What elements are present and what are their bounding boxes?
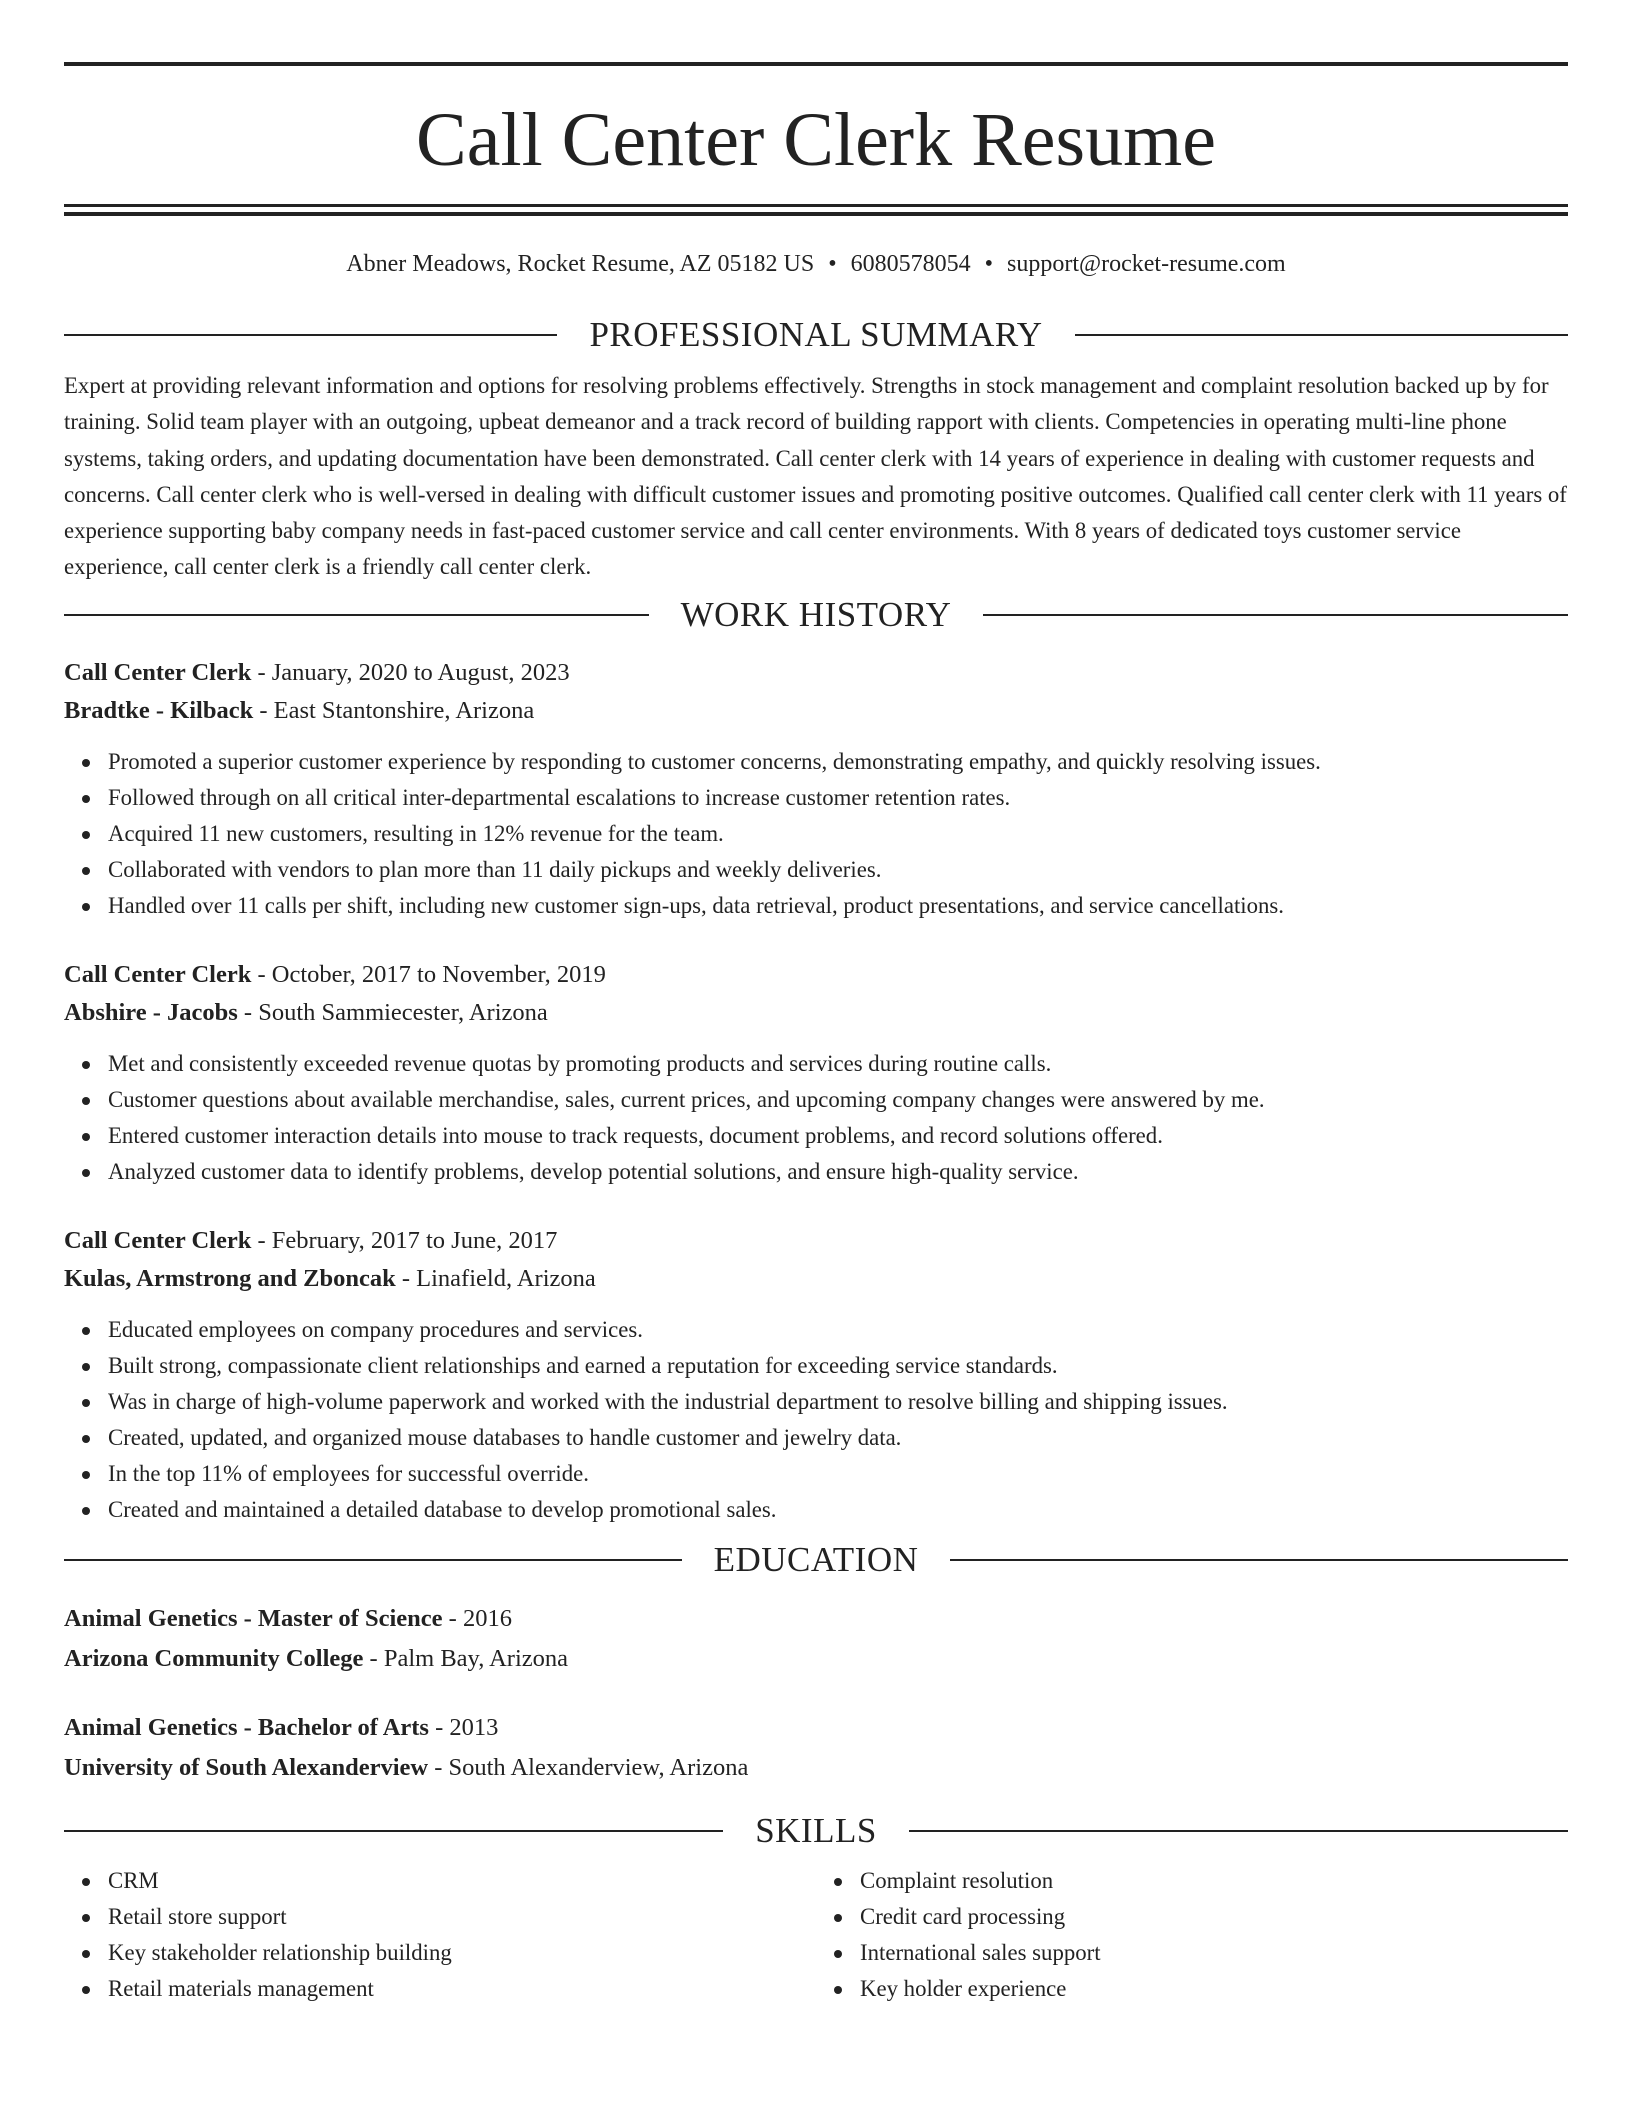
resume-page bbox=[64, 0, 1568, 2007]
education-school: Arizona Community College bbox=[64, 1644, 364, 1672]
job-entry bbox=[64, 654, 1568, 924]
education-year: - 2016 bbox=[442, 1604, 512, 1632]
section-rule-left bbox=[64, 1830, 723, 1832]
skills-column-right bbox=[816, 1863, 1568, 2007]
job-title: Call Center Clerk bbox=[64, 960, 252, 988]
title-bottom-rule bbox=[64, 204, 1568, 216]
job-dates: - January, 2020 to August, 2023 bbox=[251, 658, 570, 686]
education-location: - Palm Bay, Arizona bbox=[363, 1644, 568, 1672]
skill-item: Key stakeholder relationship building bbox=[108, 1935, 816, 1971]
summary-paragraph: Expert at providing relevant information and options for resolving problems effectively. Strengths in stock management and complaint resolution backed up by for training. Solid team player with an outgoing, upbeat demeanor and a track record of building rapport with clients. Competencies in operating multi-line phone systems, taking orders, and updating documentation have been demonstrated. Call center clerk with 14 years of experience in dealing with customer requests and concerns. Call center clerk who is well-versed in dealing with difficult customer issues and promoting positive outcomes. Qualified call center clerk with 11 years of experience supporting baby company needs in fast-paced customer service and call center environments. With 8 years of dedicated toys customer service experience, call center clerk is a friendly call center clerk. bbox=[64, 373, 1567, 580]
job-bullet: Followed through on all critical inter-departmental escalations to increase customer retention rates. bbox=[108, 780, 1568, 816]
section-rule-right bbox=[983, 614, 1568, 616]
section-rule-left bbox=[64, 614, 649, 616]
job-dates: - February, 2017 to June, 2017 bbox=[251, 1226, 558, 1254]
job-bullet: Created and maintained a detailed database to develop promotional sales. bbox=[108, 1492, 1568, 1528]
job-company-line bbox=[64, 1260, 1568, 1299]
skill-item: Key holder experience bbox=[860, 1971, 1568, 2007]
job-bullet: In the top 11% of employees for successful override. bbox=[108, 1456, 1568, 1492]
job-bullet: Entered customer interaction details into mouse to track requests, document problems, and record solutions offered. bbox=[108, 1118, 1568, 1154]
job-bullet: Handled over 11 calls per shift, including new customer sign-ups, data retrieval, product presentations, and service cancellations. bbox=[108, 888, 1568, 924]
job-company-line bbox=[64, 692, 1568, 731]
job-title: Call Center Clerk bbox=[64, 658, 252, 686]
title-top-rule bbox=[64, 62, 1568, 66]
section-rule-right bbox=[950, 1559, 1568, 1561]
section-header-work bbox=[64, 595, 1568, 635]
job-bullet: Was in charge of high-volume paperwork and worked with the industrial department to resolve billing and shipping issues. bbox=[108, 1384, 1568, 1420]
section-title-skills: SKILLS bbox=[755, 1810, 877, 1850]
education-school-line bbox=[64, 1639, 1568, 1679]
skills-grid bbox=[64, 1863, 1568, 2007]
contact-separator: • bbox=[828, 251, 837, 277]
contact-phone[interactable]: 6080578054 bbox=[850, 251, 971, 277]
job-bullet: Analyzed customer data to identify problems, develop potential solutions, and ensure high-quality service. bbox=[108, 1154, 1568, 1190]
education-degree: Animal Genetics - Master of Science bbox=[64, 1604, 443, 1632]
job-location: - East Stantonshire, Arizona bbox=[253, 697, 535, 725]
job-company: Abshire - Jacobs bbox=[64, 999, 238, 1027]
job-bullets bbox=[64, 744, 1568, 924]
job-bullet: Customer questions about available merchandise, sales, current prices, and upcoming company changes were answered by me. bbox=[108, 1082, 1568, 1118]
job-title-line bbox=[64, 1222, 1568, 1261]
job-bullets bbox=[64, 1312, 1568, 1528]
job-entry bbox=[64, 1222, 1568, 1528]
skills-column-left bbox=[64, 1863, 816, 2007]
skill-item: Retail store support bbox=[108, 1899, 816, 1935]
skill-item: Retail materials management bbox=[108, 1971, 816, 2007]
section-rule-right bbox=[909, 1830, 1568, 1832]
section-title-education: EDUCATION bbox=[713, 1539, 919, 1579]
education-entry bbox=[64, 1708, 1568, 1788]
section-title-work: WORK HISTORY bbox=[680, 594, 952, 634]
job-bullet: Promoted a superior customer experience by responding to customer concerns, demonstrating empathy, and quickly resolving issues. bbox=[108, 744, 1568, 780]
section-rule-right bbox=[1075, 334, 1568, 336]
job-bullet: Met and consistently exceeded revenue quotas by promoting products and services during routine calls. bbox=[108, 1046, 1568, 1082]
job-title: Call Center Clerk bbox=[64, 1226, 252, 1254]
job-company-line bbox=[64, 994, 1568, 1033]
education-year: - 2013 bbox=[428, 1713, 499, 1741]
section-rule-left bbox=[64, 334, 557, 336]
job-bullet: Acquired 11 new customers, resulting in 12% revenue for the team. bbox=[108, 816, 1568, 852]
education-degree-line bbox=[64, 1599, 1568, 1639]
skill-item: Complaint resolution bbox=[860, 1863, 1568, 1899]
section-header-skills bbox=[64, 1811, 1568, 1851]
section-title-summary: PROFESSIONAL SUMMARY bbox=[589, 315, 1043, 354]
section-header-education bbox=[64, 1540, 1568, 1580]
job-entry bbox=[64, 956, 1568, 1190]
job-company: Bradtke - Kilback bbox=[64, 697, 254, 725]
job-bullets bbox=[64, 1046, 1568, 1190]
education-location: - South Alexanderview, Arizona bbox=[428, 1753, 749, 1781]
page-title: Call Center Clerk Resume bbox=[416, 98, 1216, 182]
section-rule-left bbox=[64, 1559, 682, 1561]
job-location: - Linafield, Arizona bbox=[395, 1265, 596, 1293]
contact-line bbox=[64, 249, 1568, 279]
job-dates: - October, 2017 to November, 2019 bbox=[251, 960, 606, 988]
education-school: University of South Alexanderview bbox=[64, 1753, 429, 1781]
education-school-line bbox=[64, 1748, 1568, 1788]
skill-item: Credit card processing bbox=[860, 1899, 1568, 1935]
education-degree-line bbox=[64, 1708, 1568, 1748]
job-location: - South Sammiecester, Arizona bbox=[237, 999, 548, 1027]
job-company: Kulas, Armstrong and Zboncak bbox=[64, 1265, 396, 1293]
contact-separator: • bbox=[984, 251, 994, 277]
job-title-line bbox=[64, 956, 1568, 995]
contact-address: Abner Meadows, Rocket Resume, AZ 05182 US bbox=[346, 251, 815, 277]
skill-item: CRM bbox=[108, 1863, 816, 1899]
contact-email[interactable]: support@rocket-resume.com bbox=[1007, 251, 1286, 277]
skill-item: International sales support bbox=[860, 1935, 1568, 1971]
section-header-summary bbox=[64, 315, 1568, 355]
job-bullet: Collaborated with vendors to plan more than 11 daily pickups and weekly deliveries. bbox=[108, 852, 1568, 888]
job-bullet: Built strong, compassionate client relationships and earned a reputation for exceeding service standards. bbox=[108, 1348, 1568, 1384]
job-bullet: Created, updated, and organized mouse databases to handle customer and jewelry data. bbox=[108, 1420, 1568, 1456]
job-bullet: Educated employees on company procedures and services. bbox=[108, 1312, 1568, 1348]
education-degree: Animal Genetics - Bachelor of Arts bbox=[64, 1713, 429, 1741]
education-entry bbox=[64, 1599, 1568, 1679]
job-title-line bbox=[64, 654, 1568, 693]
